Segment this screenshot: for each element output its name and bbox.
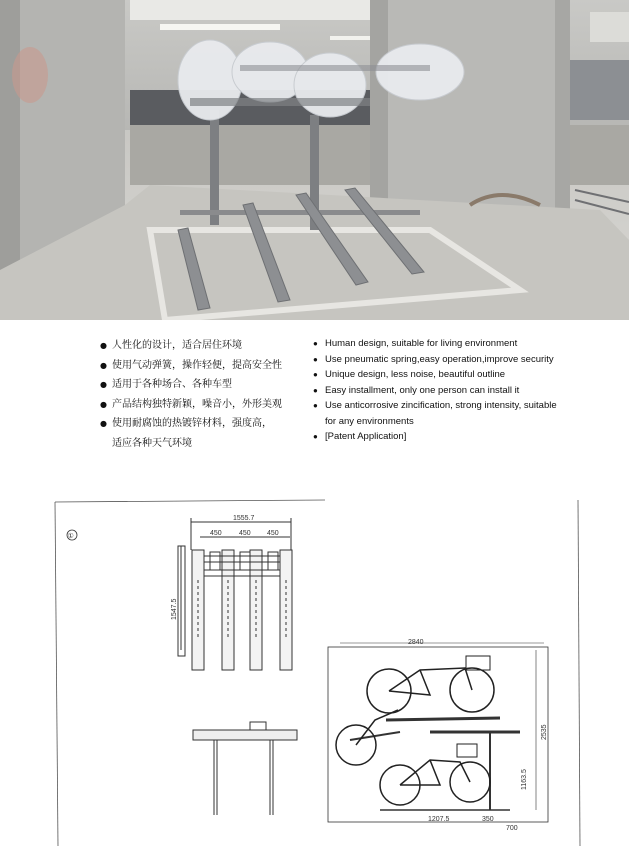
dim-height-front: 1547.5: [171, 598, 178, 620]
bullet-icon: ●: [313, 339, 318, 348]
feature-cn-5-continuation: 适应各种天气环境: [112, 437, 192, 449]
dim-side-width: 2840: [408, 639, 424, 646]
side-elevation: [193, 722, 297, 815]
dim-side-corner: 700: [506, 825, 518, 832]
bullet-icon: ●: [100, 399, 107, 409]
features-chinese: [100, 336, 282, 453]
bullet-icon: ●: [313, 401, 318, 410]
product-photo: [0, 0, 629, 320]
bullet-icon: ●: [100, 419, 107, 428]
bullet-icon: ●: [100, 380, 107, 389]
drawing-marker: ①: [67, 533, 74, 540]
dim-side-height: 2535: [541, 724, 548, 740]
features-english: [313, 336, 557, 445]
dim-spacing-1: 450: [210, 530, 222, 537]
dim-side-bottom-right: 350: [482, 816, 494, 823]
feature-en-3: ● Unique design, less noise, beautiful outline: [313, 367, 557, 383]
bullet-icon: ●: [313, 432, 318, 441]
feature-cn-4: ● 产品结构独特新颖，噪音小，外形美观: [100, 395, 282, 415]
feature-en-1: ● Human design, suitable for living environment: [313, 336, 557, 352]
dim-overall-width: 1555.7: [233, 515, 255, 522]
dim-side-bottom: 1207.5: [428, 816, 450, 823]
front-elevation: [178, 518, 292, 670]
dim-side-height-lower: 1163.5: [521, 769, 528, 790]
feature-en-5: ● Use anticorrosive zincification, strong intensity, suitable: [313, 398, 557, 414]
bullet-icon: ●: [313, 354, 318, 364]
dim-spacing-2: 450: [239, 530, 251, 537]
parking-garage-photo: [0, 0, 629, 320]
technical-drawing-svg: [0, 490, 629, 846]
feature-cn-2: ● 使用气动弹簧，操作轻便，提高安全性: [100, 356, 282, 376]
technical-drawing: [0, 490, 629, 846]
feature-en-2: ● Use pneumatic spring,easy operation,improve security: [313, 352, 557, 368]
feature-lists: [0, 336, 629, 456]
feature-cn-5: ● 使用耐腐蚀的热镀锌材料，强度高，: [100, 414, 282, 434]
feature-cn-3: ● 适用于各种场合、各种车型: [100, 375, 282, 395]
bullet-icon: ●: [313, 370, 318, 379]
bike-side-view: [328, 643, 548, 822]
bullet-icon: ●: [313, 385, 318, 395]
feature-en-4: ● Easy installment, only one person can install it: [313, 383, 557, 399]
bullet-icon: ●: [100, 360, 107, 370]
bullet-icon: ●: [100, 341, 107, 350]
feature-cn-1: ● 人性化的设计，适合居住环境: [100, 336, 282, 356]
dim-spacing-3: 450: [267, 530, 279, 537]
feature-en-6: ● [Patent Application]: [313, 429, 557, 445]
feature-en-5-continuation: for any environments: [325, 415, 414, 427]
